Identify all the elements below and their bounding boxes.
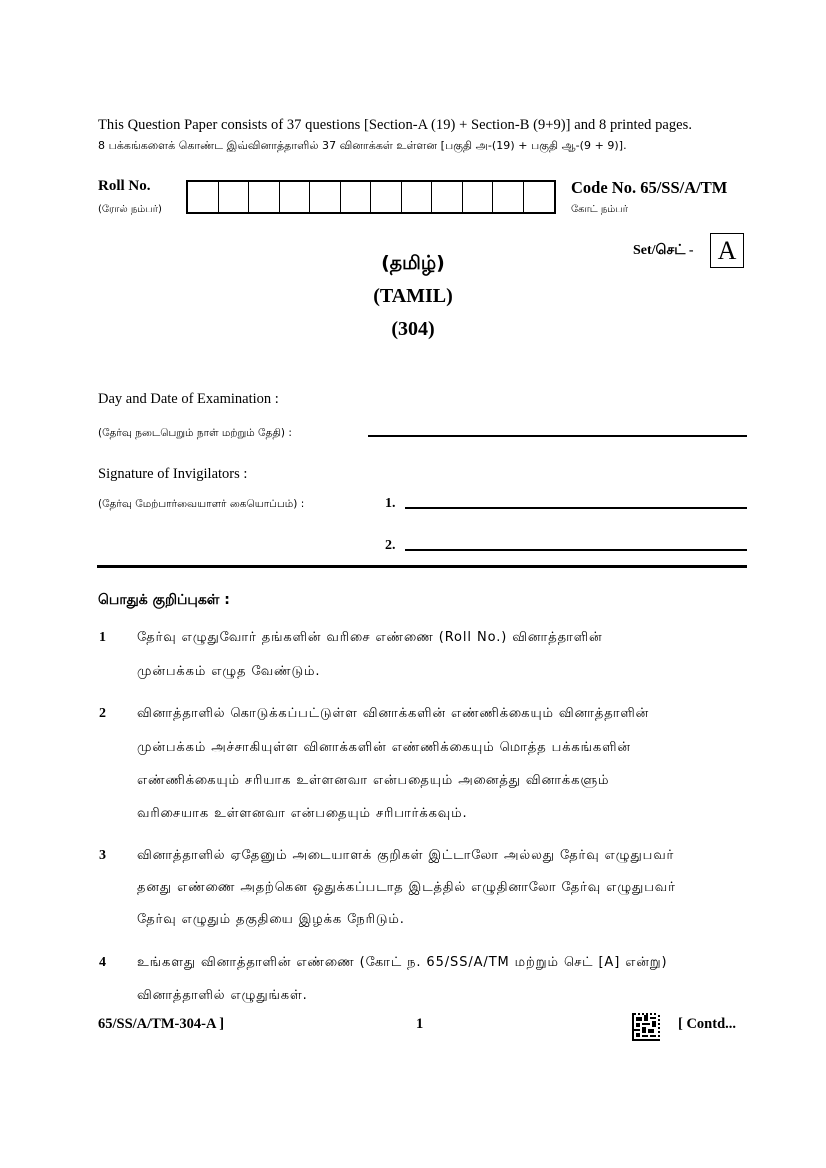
instruction-number: 4: [99, 955, 106, 970]
invigilator-2-number: 2.: [385, 538, 396, 553]
invigilator-1-signature-field[interactable]: [405, 507, 747, 509]
instruction-number: 3: [99, 848, 106, 863]
roll-no-label-tamil: (ரோல் நம்பர்): [98, 204, 162, 215]
general-instructions-title: பொதுக் குறிப்புகள் :: [98, 592, 230, 608]
code-number-tamil: கோட் நம்பர்: [571, 204, 628, 215]
roll-no-cell[interactable]: [463, 182, 494, 212]
invigilators-label-tamil: (தேர்வு மேற்பார்வையாளர் கையொப்பம்) :: [98, 498, 305, 510]
roll-no-cell[interactable]: [432, 182, 463, 212]
instruction-line: தனது எண்ணை அதற்கென ஒதுக்கப்படாத இடத்தில் எழுதினாலோ தேர்வு எழுதுபவர்: [137, 880, 676, 895]
instruction-line: முன்பக்கம் அச்சாகியுள்ள வினாக்களின் எண்ணிக்கையும் மொத்த பக்கங்களின்: [137, 740, 631, 755]
instruction-line: வரிசையாக உள்ளனவா என்பதையும் சரிபார்க்கவும்.: [137, 806, 468, 821]
section-divider: [97, 565, 747, 568]
exam-date-label: Day and Date of Examination :: [98, 391, 279, 407]
instruction-line: வினாத்தாளில் ஏதேனும் அடையாளக் குறிகள் இட்டாலோ அல்லது தேர்வு எழுதுபவர்: [137, 848, 675, 863]
instruction-line: வினாத்தாளில் எழுதுங்கள்.: [137, 988, 308, 1003]
roll-no-cell[interactable]: [371, 182, 402, 212]
code-number: Code No. 65/SS/A/TM: [571, 178, 728, 197]
exam-date-field[interactable]: [368, 435, 747, 437]
roll-no-cell[interactable]: [188, 182, 219, 212]
exam-date-label-tamil: (தேர்வு நடைபெறும் நாள் மற்றும் தேதி) :: [98, 427, 292, 439]
instruction-number: 1: [99, 630, 106, 645]
roll-no-cell[interactable]: [493, 182, 524, 212]
paper-info-tamil: 8 பக்கங்களைக் கொண்ட இவ்வினாத்தாளில் 37 வினாக்கள் உள்ளன [பகுதி அ-(19) + பகுதி ஆ-(9 + 9)].: [98, 139, 627, 152]
instruction-line: உங்களது வினாத்தாளின் எண்ணை (கோட் ந. 65/SS/A/TM மற்றும் செட் [A] என்று): [137, 955, 668, 970]
continued-label: [ Contd...: [678, 1016, 737, 1032]
paper-info-english: This Question Paper consists of 37 questions [Section-A (19) + Section-B (9+9)] and 8 printed pages.: [98, 117, 693, 133]
instruction-line: எண்ணிக்கையும் சரியாக உள்ளனவா என்பதையும் அனைத்து வினாக்களும்: [137, 773, 610, 788]
instruction-line: தேர்வு எழுதுவோர் தங்களின் வரிசை எண்ணை (Roll No.) வினாத்தாளின்: [137, 630, 603, 645]
roll-no-cell[interactable]: [280, 182, 311, 212]
roll-no-cell[interactable]: [219, 182, 250, 212]
set-value-box: A: [710, 233, 744, 268]
roll-no-cell[interactable]: [249, 182, 280, 212]
roll-no-boxes[interactable]: [186, 180, 556, 214]
invigilator-2-signature-field[interactable]: [405, 549, 747, 551]
roll-no-cell[interactable]: [341, 182, 372, 212]
subject-title-english: (TAMIL): [373, 285, 453, 307]
subject-title-tamil: (தமிழ்): [381, 252, 445, 274]
page-number: 1: [416, 1016, 424, 1032]
roll-no-label: Roll No.: [98, 178, 151, 194]
subject-code: (304): [391, 318, 435, 340]
instruction-line: முன்பக்கம் எழுத வேண்டும்.: [137, 664, 321, 679]
footer-paper-code: 65/SS/A/TM-304-A ]: [98, 1016, 225, 1032]
set-label: Set/செட் -: [633, 243, 694, 258]
roll-no-cell[interactable]: [402, 182, 433, 212]
invigilators-label: Signature of Invigilators :: [98, 466, 248, 482]
invigilator-1-number: 1.: [385, 496, 396, 511]
instruction-number: 2: [99, 706, 106, 721]
roll-no-cell[interactable]: [524, 182, 555, 212]
instruction-line: தேர்வு எழுதும் தகுதியை இழக்க நேரிடும்.: [137, 912, 405, 927]
datamatrix-code-icon: [632, 1013, 660, 1041]
roll-no-cell[interactable]: [310, 182, 341, 212]
instruction-line: வினாத்தாளில் கொடுக்கப்பட்டுள்ள வினாக்களின் எண்ணிக்கையும் வினாத்தாளின்: [137, 706, 650, 721]
